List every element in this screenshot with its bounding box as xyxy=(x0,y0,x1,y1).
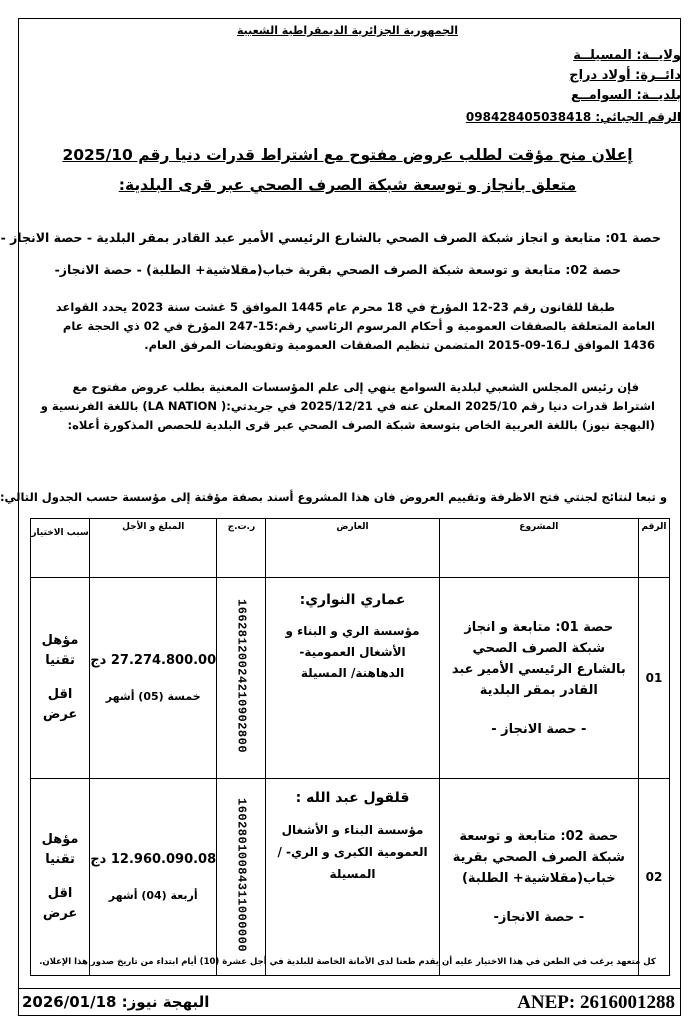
newspaper-date: البهجة نيوز: 2026/01/18 xyxy=(22,993,210,1011)
footer-bar xyxy=(18,988,681,1017)
daira: دائــرة: أولاد دراج xyxy=(569,68,681,83)
row-reason xyxy=(31,779,90,976)
row-bidder xyxy=(266,779,439,976)
legal-basis-paragraph: طبقا للقانون رقم 23-12 المؤرخ في 18 محرم عام 1445 الموافق 5 غشت سنة 2023 يحدد القواعد العامة المتعلقة بالصفقات العمومية و أحكام المرسوم الرئاسي رقم:15-247 المؤرخ في 02 ذي الحجة عام 1436 الموافق لـ16-09-2015 المتضمن تنظيم الصفقات العمومية وتفويضات المرفق العام. xyxy=(55,300,655,352)
anep-number: ANEP: 2616001288 xyxy=(517,992,675,1013)
project-text: حصة 02: متابعة و توسعة شبكة الصرف الصحي بقرية خباب(مقلاشية+ الطلبة) xyxy=(452,829,625,886)
project-phase: - حصة الانجاز - xyxy=(491,721,587,737)
project-phase: - حصة الانجاز- xyxy=(493,910,585,925)
nif-value: 160280100843110000​00 xyxy=(234,798,249,953)
reason-qualified: مؤهل تقنيا xyxy=(41,633,79,668)
wilaya: ولايــة: المسيلــة xyxy=(573,48,681,63)
reason-lowest: اقل عرض xyxy=(42,886,78,921)
duration-value: أربعة (04) أشهر xyxy=(108,889,198,902)
row-reason xyxy=(31,578,90,779)
reason-lowest: اقل عرض xyxy=(42,687,78,722)
project-text: حصة 01: متابعة و انجاز شبكة الصرف الصحي بالشارع الرئيسي الأمير عبد القادر بمقر البلدية xyxy=(451,619,626,698)
reason-qualified: مؤهل تقنيا xyxy=(41,832,79,867)
bidder-company: مؤسسة البناء و الأشغال العمومية الكبرى و الري- /المسيلة xyxy=(277,823,428,881)
row-num: 02 xyxy=(638,779,669,976)
bidder-name: قلقول عبد الله : xyxy=(295,790,410,806)
header-num: الرقم xyxy=(638,519,669,578)
notice-subtitle: متعلق بانجاز و توسعة شبكة الصرف الصحي عبر قرى البلدية: xyxy=(118,176,577,194)
result-paragraph: و تبعا لنتائج لجنتي فتح الاظرفة وتقييم العروض فان هذا المشروع أسند بصفة مؤقتة إلى مؤسسة حسب الجدول التالي: xyxy=(0,490,667,504)
table-row xyxy=(31,779,670,976)
header-nif: ر.ت.ج xyxy=(217,519,266,578)
table-header-row xyxy=(31,519,670,578)
award-table xyxy=(30,518,670,976)
bidder-name: عماري النواري: xyxy=(299,592,406,608)
row-num: 01 xyxy=(638,578,669,779)
row-bidder xyxy=(266,578,439,779)
row-nif xyxy=(217,779,266,976)
bidder-company: مؤسسة الري و البناء و الأشغال العمومية- الدهاهنة/ المسيلة xyxy=(285,624,420,680)
notice-paragraph: فإن رئيس المجلس الشعبي لبلدية السوامع ينهي إلى علم المؤسسات المعنية بطلب عروض مفتوح مع اشتراط قدرات دنيا رقم 2025/10 المعلن عنه في 2025/12/21 في جريدتي:( LA NATION) باللغة الفرنسية و (البهجة نيوز) باللغة العربية الخاص بتوسعة شبكة الصرف الصحي عبر قرى البلدية للحصص المذكورة أعلاه: xyxy=(40,380,655,432)
duration-value: خمسة (05) أشهر xyxy=(105,690,201,703)
header-bidder: العارض xyxy=(266,519,439,578)
table-row xyxy=(31,578,670,779)
commune: بلديــة: السوامــع xyxy=(570,88,681,103)
row-project xyxy=(439,779,638,976)
row-amount xyxy=(90,779,217,976)
tax-id: الرقم الجبائي: 098428405038418 xyxy=(465,110,681,124)
row-project xyxy=(439,578,638,779)
amount-value: 12.960.090.08 دج xyxy=(90,852,217,867)
appeal-notice: كل متعهد يرغب في الطعن في هذا الاختيار عليه أن يقدم طعنا لدى الأمانة الخاصة للبلدية في أجل عشرة (10) أيام ابتداء من تاريخ صدور هذا الإعلان. xyxy=(39,957,656,967)
row-nif xyxy=(217,578,266,779)
header-amount: المبلغ و الأجل xyxy=(90,519,217,578)
lot-1: حصة 01: متابعة و انجاز شبكة الصرف الصحي بالشارع الرئيسي الأمير عبد القادر بمقر البلدية - حصة الانجاز - xyxy=(0,230,661,245)
lot-2: حصة 02: متابعة و توسعة شبكة الصرف الصحي بقرية خباب(مقلاشية+ الطلبة) - حصة الانجاز- xyxy=(54,262,621,277)
row-amount xyxy=(90,578,217,779)
republic-heading: الجمهورية الجزائرية الديمقراطية الشعبية xyxy=(237,24,458,37)
header-reason: سبب الاختيار xyxy=(31,519,90,578)
nif-value: 166281200242109028​00 xyxy=(234,599,249,754)
notice-title: إعلان منح مؤقت لطلب عروض مفتوح مع اشتراط قدرات دنيا رقم 2025/10 xyxy=(62,146,633,164)
header-project: المشروع xyxy=(439,519,638,578)
amount-value: 27.274.800.00 دج xyxy=(90,653,217,668)
